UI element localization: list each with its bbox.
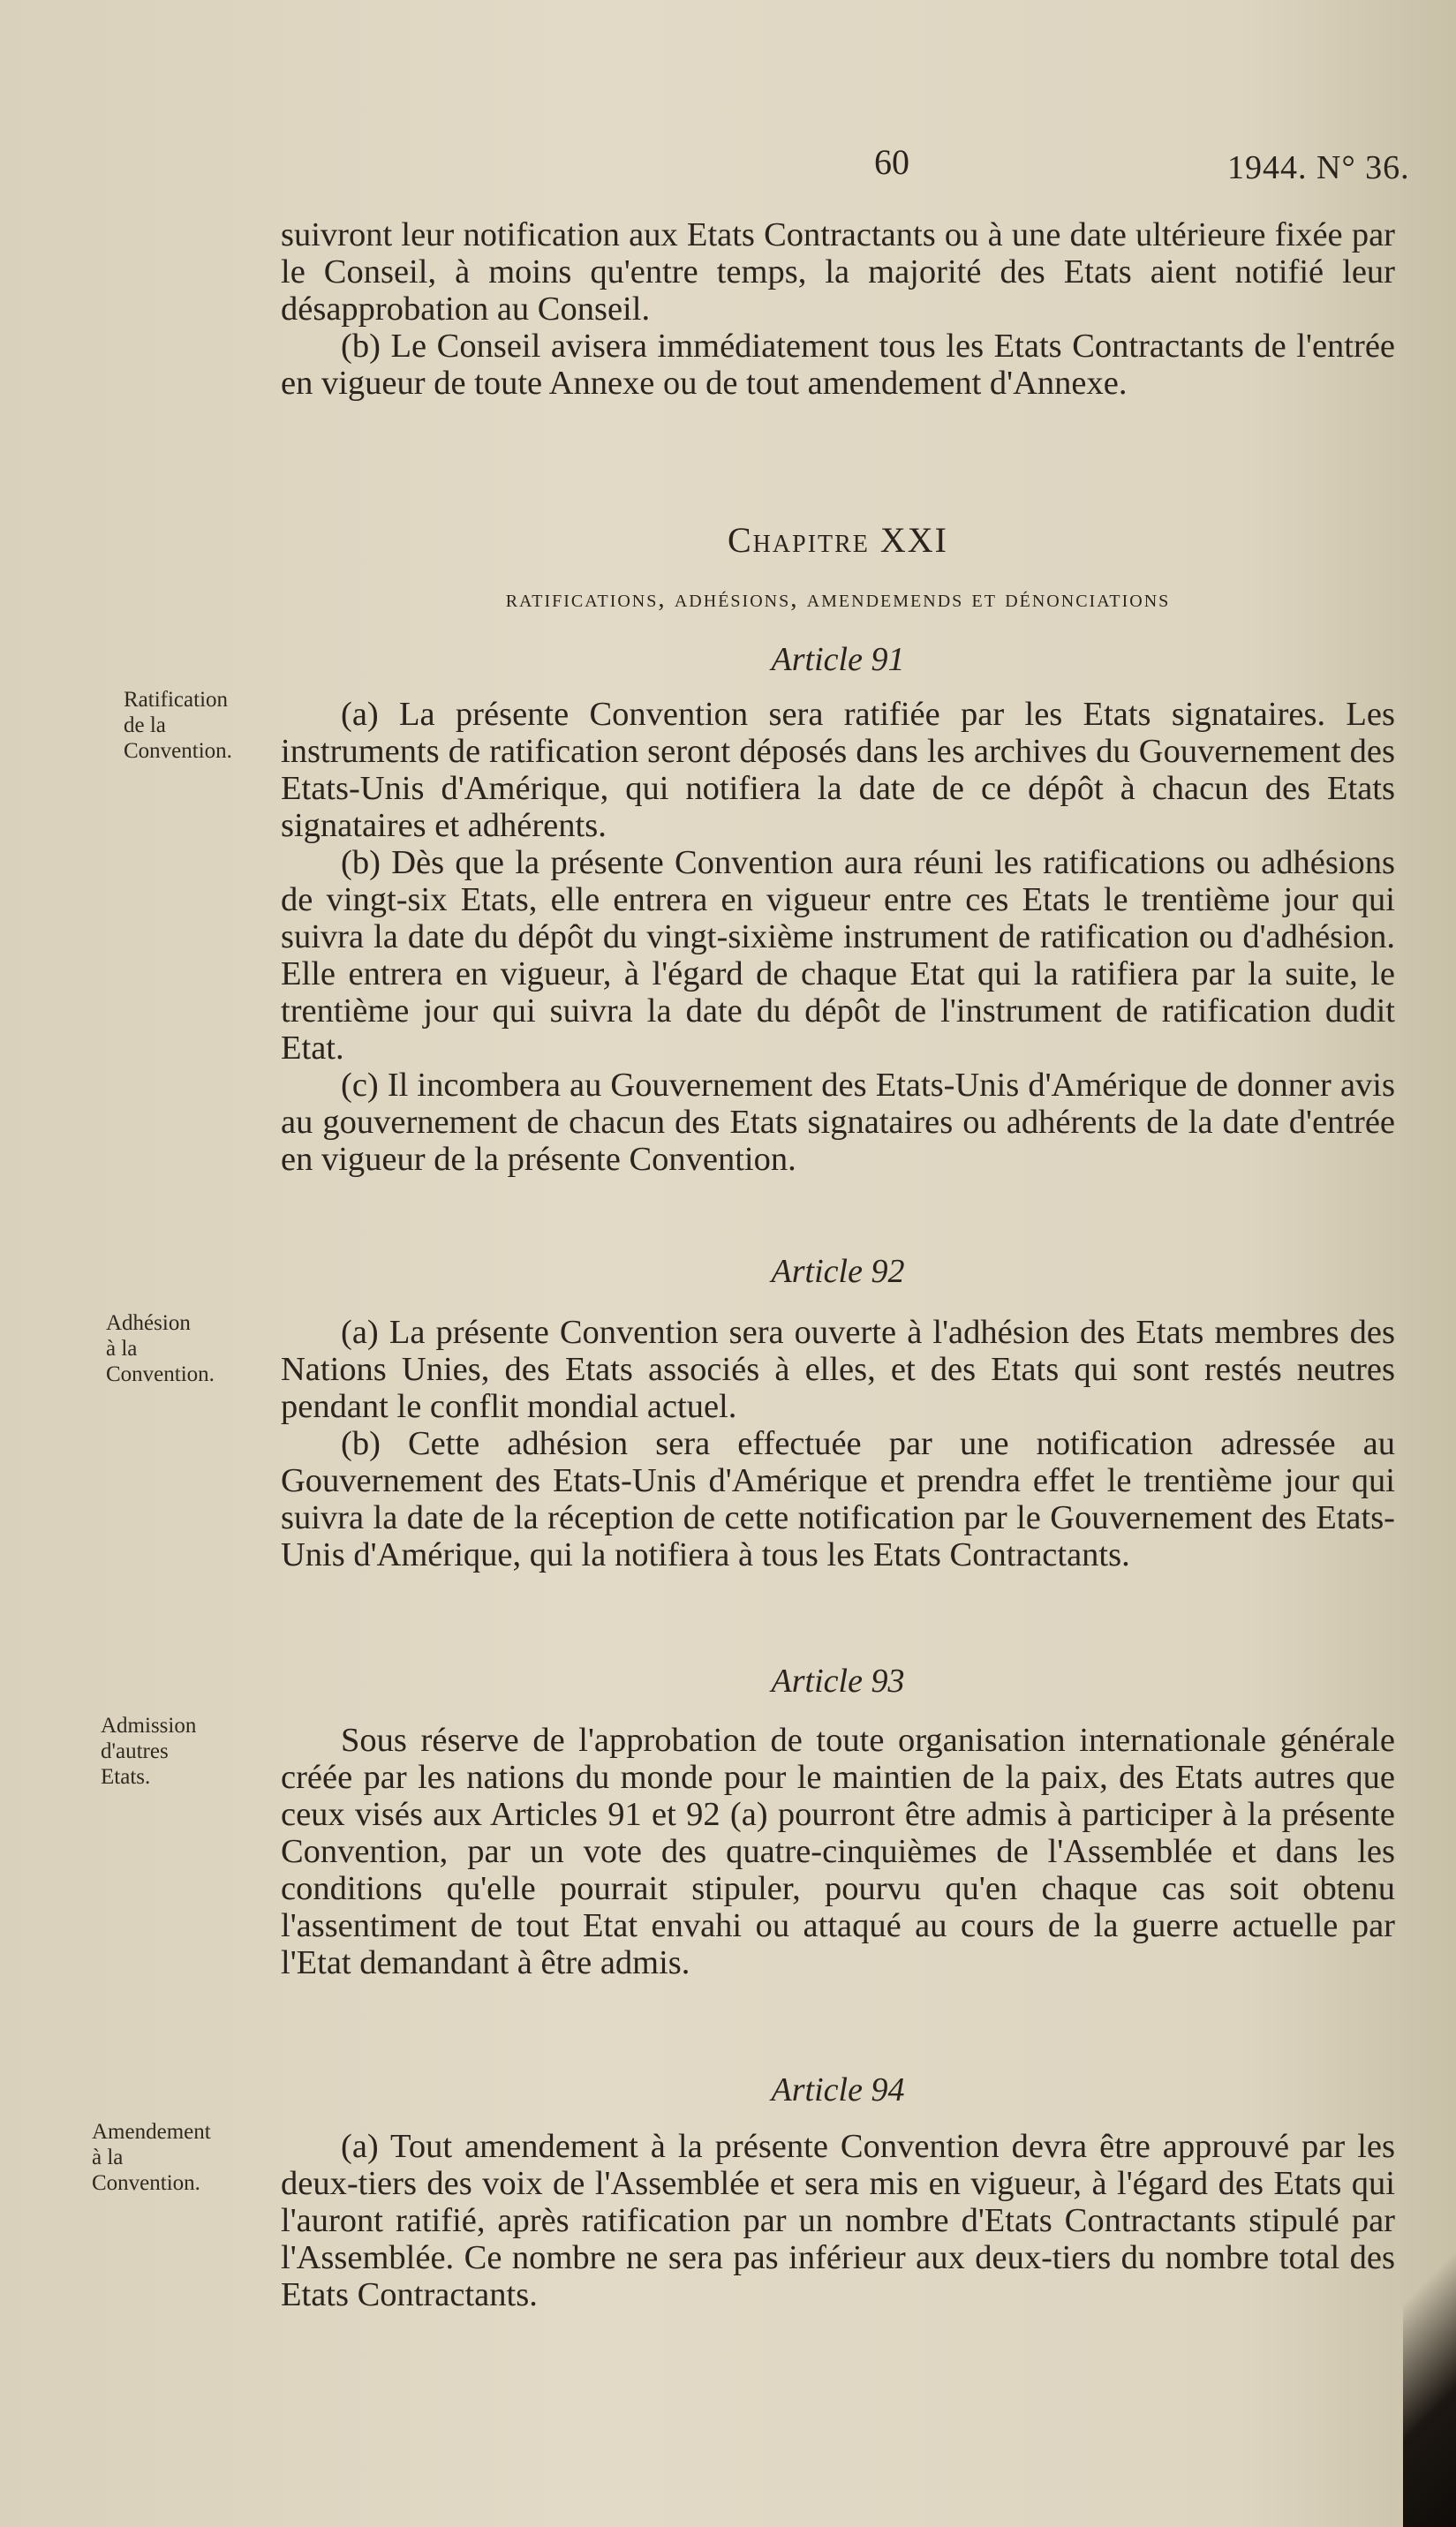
margin-line: Amendement: [92, 2120, 211, 2144]
margin-line: Adhésion: [106, 1311, 191, 1335]
chapter-subtitle: ratifications, adhésions, amendemends et dénonciations: [505, 585, 1171, 613]
book-spine-shadow: [1403, 2119, 1456, 2527]
opening-paragraph-1: suivront leur notification aux Etats Contractants ou à une date ultérieure fixée par le Conseil, à moins qu'entre temps, la majorité des Etats aient notifié leur désapprobation au Conseil.: [281, 216, 1395, 328]
margin-line: Ratification: [124, 688, 229, 712]
article-92-title: Article 92: [771, 1253, 905, 1290]
article-93-body: [281, 1722, 1395, 1981]
article-91-body: [281, 696, 1395, 1178]
article-91-para-a: (a) La présente Convention sera ratifiée par les Etats signataires. Les instruments de ratification seront déposés dans les archives du Gouvernement des Etats-Unis d'Amérique, qui notifiera la date de ce dépôt à chacun des Etats signataires et adhérents.: [281, 696, 1395, 844]
article-94-title: Article 94: [771, 2071, 905, 2108]
article-91-para-b: (b) Dès que la présente Convention aura réuni les ratifications ou adhésions de vingt-six Etats, elle entrera en vigueur entre ces Etats le trentième jour qui suivra la date du dépôt du vingt-sixième instrument de ratification ou d'adhésion. Elle entrera en vigueur, à l'égard de chaque Etat qui la ratifiera par la suite, le trentième jour qui suivra la date du dépôt de l'instrument de ratification dudit Etat.: [281, 844, 1395, 1067]
page-number: 60: [874, 142, 909, 182]
article-92-body: [281, 1314, 1395, 1573]
margin-line: à la: [92, 2146, 124, 2169]
article-91-para-c: (c) Il incombera au Gouvernement des Etats-Unis d'Amérique de donner avis au gouvernement de chacun des Etats signataires ou adhérents de la date d'entrée en vigueur de la présente Convention.: [281, 1067, 1395, 1178]
margin-line: Convention.: [92, 2171, 200, 2195]
margin-line: Admission: [101, 1714, 197, 1738]
margin-line: Etats.: [101, 1765, 151, 1789]
opening-paragraph-2: (b) Le Conseil avisera immédiatement tous les Etats Contractants de l'entrée en vigueur de toute Annexe ou de tout amendement d'Annexe.: [281, 328, 1395, 402]
margin-note-amendement: [92, 2119, 268, 2196]
article-94-para-a: (a) Tout amendement à la présente Convention devra être approuvé par les deux-tiers des voix de l'Assemblée et sera mis en vigueur, à l'égard des Etats qui l'auront ratifié, après ratification par un nombre d'Etats Contractants stipulé par l'Assemblée. Ce nombre ne sera pas inférieur aux deux-tiers du nombre total des Etats Contractants.: [281, 2128, 1395, 2313]
article-93-para: Sous réserve de l'approbation de toute organisation internationale générale créée par les nations du monde pour le maintien de la paix, des Etats autres que ceux visés aux Articles 91 et 92 (a) pourront être admis à participer à la présente Convention, par un vote des quatre-cinquièmes de l'Assemblée et dans les conditions qu'elle pourrait stipuler, pourvu qu'en chaque cas soit obtenu l'assentiment de tout Etat envahi ou attaqué au cours de la guerre actuelle par l'Etat demandant à être admis.: [281, 1722, 1395, 1981]
margin-line: de la: [124, 713, 166, 737]
article-92-para-b: (b) Cette adhésion sera effectuée par une notification adressée au Gouvernement des Etats-Unis d'Amérique et prendra effet le trentième jour qui suivra la date de la réception de cette notification par le Gouvernement des Etats-Unis d'Amérique, qui la notifiera à tous les Etats Contractants.: [281, 1425, 1395, 1573]
article-93-title: Article 93: [771, 1663, 905, 1700]
margin-line: à la: [106, 1337, 138, 1361]
margin-line: Convention.: [124, 739, 232, 763]
page-header: [0, 141, 1456, 194]
article-91-title: Article 91: [771, 641, 905, 678]
margin-line: Convention.: [106, 1362, 215, 1386]
opening-text: [281, 216, 1395, 402]
article-94-body: [281, 2128, 1395, 2313]
margin-note-admission: [101, 1713, 277, 1790]
header-year-number: 1944. N° 36.: [1227, 149, 1410, 186]
chapter-title: Chapitre XXI: [728, 520, 948, 560]
margin-note-adhesion: [106, 1310, 283, 1387]
margin-note-ratification: [124, 687, 300, 764]
margin-line: d'autres: [101, 1739, 169, 1763]
article-92-para-a: (a) La présente Convention sera ouverte à l'adhésion des Etats membres des Nations Unies, des Etats associés à elles, et des Etats qui sont restés neutres pendant le conflit mondial actuel.: [281, 1314, 1395, 1425]
